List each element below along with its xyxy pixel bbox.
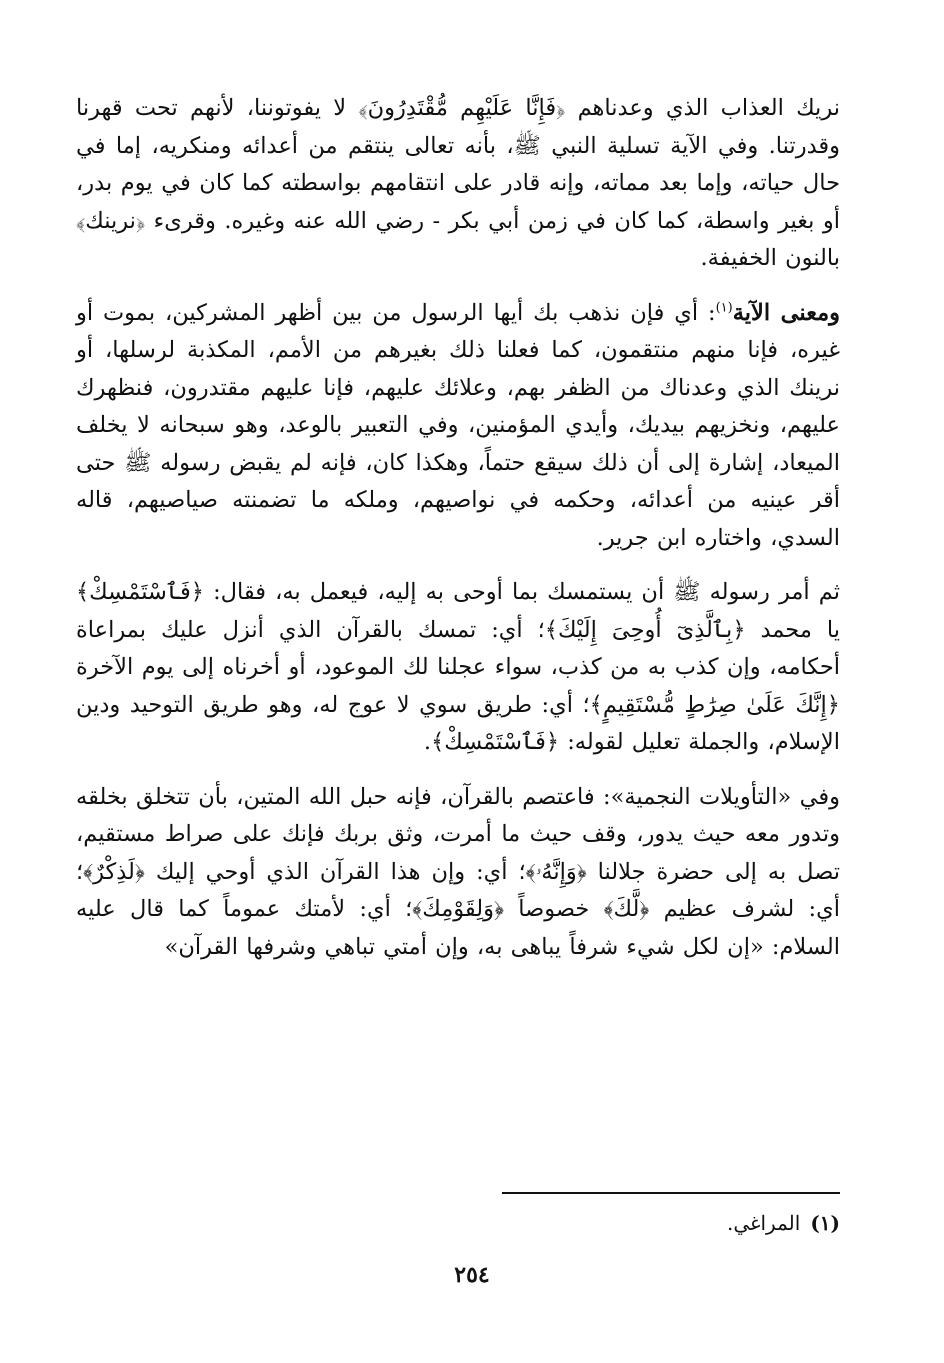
paragraph-4 xyxy=(76,779,840,967)
paragraph-2-lead: ومعنى الآية xyxy=(732,299,840,326)
page-number: ٢٥٤ xyxy=(454,1262,490,1288)
paragraph-3 xyxy=(76,574,840,762)
paragraph-2-text: : أي فإن نذهب بك أيها الرسول من بين أظهر المشركين، بموت أو غيره، فإنا منهم منتقمون، كما فعلنا ذلك بغيرهم من الأمم، المكذبة لرسلها، أو نرينك الذي وعدناك من الظفر بهم، وعلائك عليهم، فإنا عليهم مقتدرون، فنظهرك عليهم، ونخزيهم بيديك، وأيدي المؤمنين، وفي التعبير بالوعد، وهو سبحانه لا يخلف الميعاد، إشارة إلى أن ذلك سيقع حتماً، وهكذا كان، فإنه لم يقبض رسوله ﷺ حتى أقر عينيه من أعدائه، وحكمه في نواصيهم، وملكه ما تضمنته صياصيهم، قاله السدي، واختاره ابن جرير. xyxy=(76,299,840,551)
footnote-reference: (١) xyxy=(715,300,733,315)
paragraph-4-text: وفي «التأويلات النجمية»: فاعتصم بالقرآن، فإنه حبل الله المتين، بأن تتخلق بخلقه وتدور معه حيث يدور، وقف حيث ما أمرت، وثق بربك فإنك على صراط مستقيم، تصل به إلى حضرة جلالنا ﴿وَإِنَّهُۥ﴾؛ أي: وإن هذا القرآن الذي أوحي إليك ﴿لَذِكْرٌ﴾؛ أي: لشرف عظيم ﴿لَّكَ﴾ خصوصاً ﴿وَلِقَوْمِكَ﴾؛ أي: لأمتك عموماً كما قال عليه السلام: «إن لكل شيء شرفاً يباهى به، وإن أمتي تباهي وشرفها القرآن» xyxy=(76,783,840,960)
footnote-divider xyxy=(502,1192,840,1194)
paragraph-3-text: ثم أمر رسوله ﷺ أن يستمسك بما أوحى به إليه، فيعمل به، فقال: ﴿فَٱسْتَمْسِكْ﴾ يا محمد ﴿بِٱلَّذِىٓ أُوحِىَ إِلَيْكَ﴾؛ أي: تمسك بالقرآن الذي أنزل عليك بمراعاة أحكامه، وإن كذب به من كذب، سواء عجلنا لك الموعود، أو أخرناه إلى يوم الآخرة ﴿إِنَّكَ عَلَىٰ صِرَٰطٍ مُّسْتَقِيمٍ﴾؛ أي: طريق سوي لا عوج له، وهو طريق التوحيد ودين الإسلام، والجملة تعليل لقوله: ﴿فَٱسْتَمْسِكْ﴾. xyxy=(76,579,840,755)
page-body xyxy=(76,90,840,966)
footnote-number: (١) xyxy=(810,1211,840,1235)
paragraph-2 xyxy=(76,295,840,558)
paragraph-1 xyxy=(76,90,840,278)
footnote-text: المراغي. xyxy=(727,1211,801,1235)
paragraph-1-text: نريك العذاب الذي وعدناهم ﴿فَإِنَّا عَلَيْهِم مُّقْتَدِرُونَ﴾ لا يفوتوننا، لأنهم تحت قهرنا وقدرتنا. وفي الآية تسلية النبي ﷺ، بأنه تعالى ينتقم من أعدائه ومنكريه، إما في حال حياته، وإما بعد مماته، وإنه قادر على انتقامهم بواسطته كما كان في يوم بدر، أو بغير واسطة، كما كان في زمن أبي بكر - رضي الله عنه وغيره. وقرىء ﴿نرينك﴾ بالنون الخفيفة. xyxy=(76,95,840,271)
footnote xyxy=(727,1208,840,1238)
